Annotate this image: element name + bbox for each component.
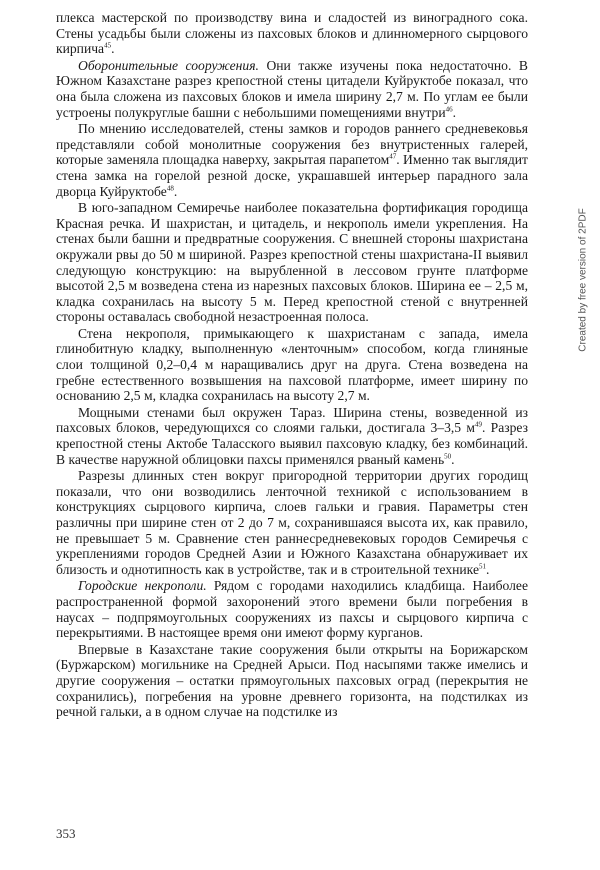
footnote-ref-46: 46 (445, 105, 453, 114)
section-heading-fortifications: Оборонительные сооружения. (78, 57, 259, 73)
paragraph-4: В юго-западном Семиречье наиболее показательна фортификация городища Красная речка. И шахристан, и цитадель, и некрополь имели укрепления. На стенах были башни и предвратные сооружения. С внешней стороны шахристана окружали рвы до 50 м шириной. Разрез крепостной стены шахристана-II выявил следующую конструкцию: на вырубленной в лессовом грунте платформе высотой 2,5 м возведена стена из нарезных пахсовых блоков. Ширина ее – 2,5 м, кладка сохранилась на высоту 5 м. Перед крепостной стеной с внутренней стороны оставалась свободной незастроенная полоса. (56, 200, 528, 325)
document-page (56, 10, 528, 720)
paragraph-1: плекса мастерской по производству вина и сладостей из виноградного сока. Стены усадьбы были сложены из пахсовых блоков и длинномерного сырцового кирпича$^{45}$. (56, 10, 528, 57)
footnote-ref-45: 45 (104, 41, 112, 50)
paragraph-5: Стена некрополя, примыкающего к шахристанам с запада, имела глинобитную кладку, выполненную «ленточным» способом, когда глиняные слои толщиной 0,2–0,4 м наращивались друг на друга. Стена возведена на гребне естественного возвышения на пахсовой платформе, имеет ширину по основанию 2,5 м, кладка сохранилась на высоту 2,7 м. (56, 325, 528, 404)
paragraph-7: Разрезы длинных стен вокруг пригородной территории других городищ показали, что они возводились ленточной техникой с использованием в конструкциях сырцового кирпича, слоев гальки и гравия. Параметры стен различны при ширине стен от 2 до 7 м, сохранившаяся высота их, как правило, не превышает 5 м. Сравнение стен раннесредневековых городов Семиречья с укреплениями городов Средней Азии и Южного Казахстана обнаруживает их близость и однотипность как в устройстве, так и в строительной технике$^{51}$. (56, 468, 528, 577)
paragraph-2: Оборонительные сооружения. Они также изучены пока недостаточно. В Южном Казахстане разрез крепостной стены цитадели Куйруктобе показал, что она была сложена из пахсовых блоков и имела ширину 2,7 м. По углам ее были устроены полукруглые башни с небольшими помещениями внутри$^{46}$. (56, 57, 528, 120)
paragraph-6: Мощными стенами был окружен Тараз. Ширина стены, возведенной из пахсовых блоков, чередующихся со слоями гальки, достигала 3–3,5 $м^{49}$. Разрез крепостной стены Актобе Таласского выявил пахсовую кладку, без комбинаций. В качестве наружной облицовки пахсы применялся рваный камень$^{50}$. (56, 404, 528, 467)
paragraph-8: Городские некрополи. Рядом с городами находились кладбища. Наиболее распространенной формой захоронений этого времени были погребения в наусах – подпрямоугольных сооружениях из пахсы и сырцового кирпича с перекрытиями. В настоящее время они имеют форму курганов. (56, 578, 528, 641)
footnote-ref-51: 51 (478, 562, 486, 571)
page-number: 353 (56, 826, 76, 841)
pdf-watermark: Created by free version of 2PDF (577, 208, 589, 352)
paragraph-3: По мнению исследователей, стены замков и городов раннего средневековья представляли собой монолитные сооружения без внутристенных галерей, которые заменяла площадка наверху, закрытая парапетом$^{47}$. Именно так выглядит стена замка на горелой резной доске, украшавшей интерьер парадного зала дворца Куйруктобе$^{48}$. (56, 121, 528, 199)
footnote-ref-50: 50 (444, 452, 452, 461)
footnote-ref-48: 48 (166, 184, 174, 192)
footnote-ref-49: 49 (474, 420, 482, 429)
paragraph-9: Впервые в Казахстане такие сооружения были открыты на Борижарском (Буржарском) могильнике на Средней Арыси. Под насыпями также имелись и другие сооружения – остатки прямоугольных пахсовых оград (перекрытия не сохранились), погребения на уровне древнего горизонта, на подстилках из речной гальки, а в одном случае на подстилке из (56, 641, 528, 720)
footnote-ref-47: 47 (389, 152, 397, 161)
section-heading-necropolis: Городские некрополи. (78, 578, 207, 594)
